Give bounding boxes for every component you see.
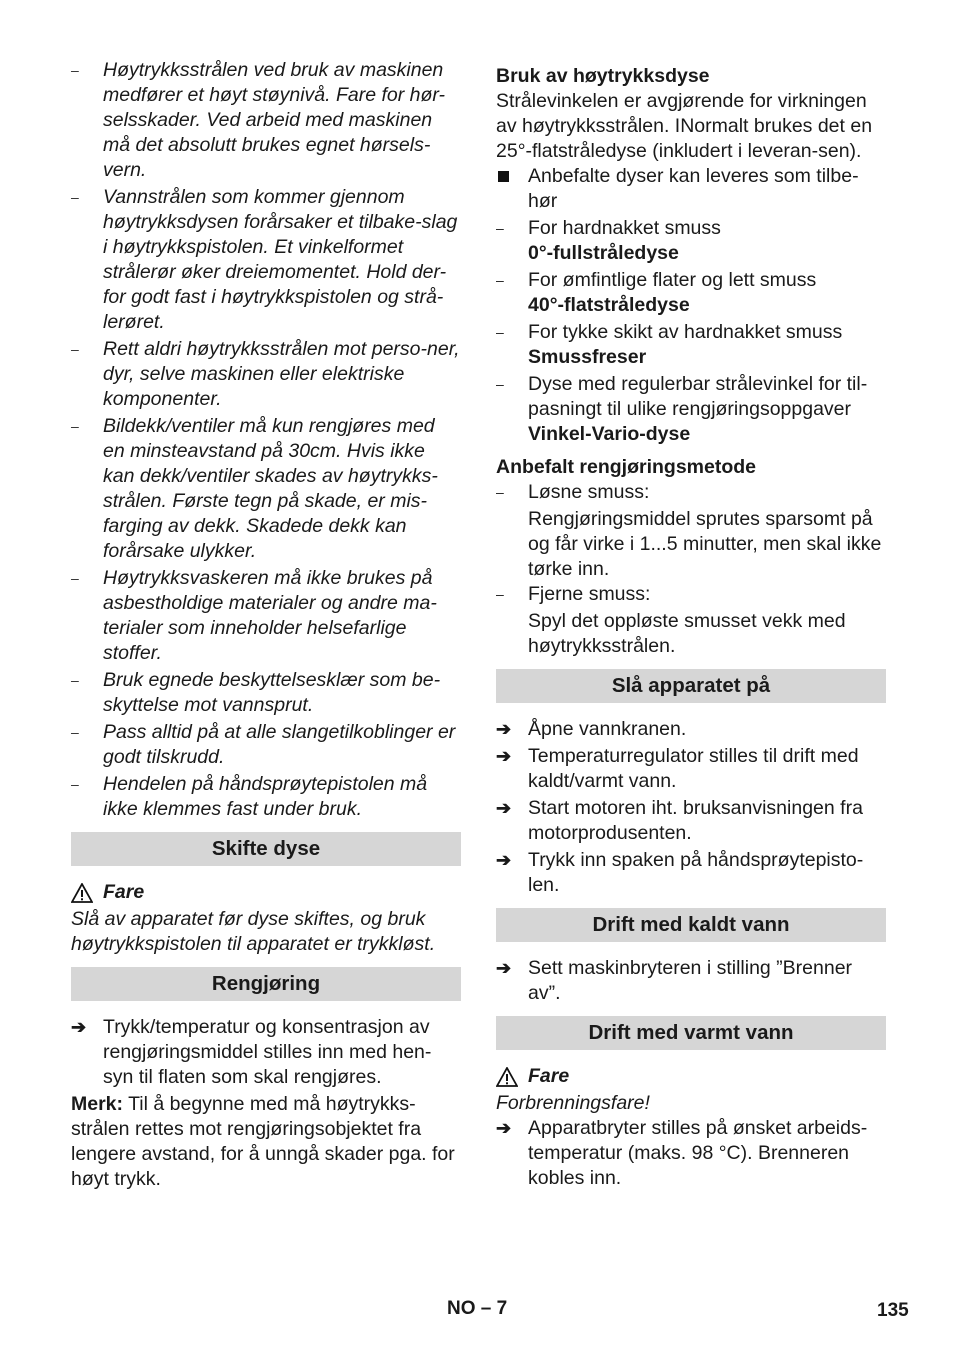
note-paragraph — [71, 1092, 461, 1192]
nozzle-item — [496, 268, 886, 318]
warning-triangle-icon — [71, 883, 93, 903]
method-detail: Spyl det oppløste smusset vekk med høytrykksstrålen. — [528, 610, 846, 657]
warning-item: – Høytrykksvaskeren må ikke brukes på asbestholdige materialer og andre ma-terialer som inneholder helsefarlige stoffer. — [71, 566, 461, 666]
step-item — [496, 717, 886, 742]
arrow-right-icon: ➔ — [496, 798, 512, 818]
nozzle-name: 0°-fullstråledyse — [528, 242, 679, 264]
section-heading-kaldt-vann: Drift med kaldt vann — [496, 908, 886, 942]
left-column — [71, 58, 461, 1192]
warning-item: – Bruk egnede beskyttelsesklær som be-skyttelse mot vannsprut. — [71, 668, 461, 718]
nozzle-item — [496, 320, 886, 370]
warning-triangle-icon — [496, 1067, 518, 1087]
warning-item: – Bildekk/ventiler må kun rengjøres med en minsteavstand på 30cm. Hvis ikke kan dekk/ventiler skades av høytrykks-strålen. Første tegn på skade, er mis-farging av dekk. Skadede dekk kan forårsake ulykker. — [71, 414, 461, 564]
warning-item: – Pass alltid på at alle slangetilkoblinger er godt tilskrudd. — [71, 720, 461, 770]
square-bullet-item — [496, 164, 886, 214]
danger-text: Slå av apparatet før dyse skiftes, og bruk høytrykkspistolen til apparatet er trykkløst. — [71, 908, 436, 955]
arrow-right-icon: ➔ — [71, 1017, 87, 1037]
method-item — [496, 582, 886, 607]
method-step: Fjerne smuss: — [528, 583, 651, 605]
step-text: Trykk/temperatur og konsentrasjon av rengjøringsmiddel stilles inn med hen-syn til flaten som skal rengjøres. — [103, 1016, 432, 1088]
step-item — [496, 1116, 886, 1191]
note-text: Til å begynne med må høytrykks-strålen rettes mot rengjøringsobjektet fra lengere avstand, for å unngå skader pga. for høyt trykk. — [71, 1093, 455, 1190]
section-heading-rengjoring: Rengjøring — [71, 967, 461, 1001]
danger-label-text: Fare — [528, 1065, 570, 1087]
right-column — [496, 64, 886, 1193]
nozzle-use: For tykke skikt av hardnakket smuss — [528, 321, 843, 343]
method-item — [496, 480, 886, 505]
arrow-right-icon: ➔ — [496, 958, 512, 978]
warning-item: – Rett aldri høytrykksstrålen mot perso-ner, dyr, selve maskinen eller elektriske komponenter. — [71, 337, 461, 412]
step-text: Temperaturregulator stilles til drift med kaldt/varmt vann. — [528, 745, 859, 792]
arrow-right-icon: ➔ — [496, 850, 512, 870]
danger-label-text: Fare — [103, 881, 145, 903]
step-text: Apparatbryter stilles på ønsket arbeids-temperatur (maks. 98 °C). Brenneren kobles inn. — [528, 1117, 868, 1189]
subheading-metode: Anbefalt rengjøringsmetode — [496, 456, 757, 478]
warning-item: – Høytrykksstrålen ved bruk av maskinen medfører et høyt støynivå. Fare for hør-selsskader. Ved arbeid med maskinen må det absolutt brukes egnet hørsels-vern. — [71, 58, 461, 183]
warning-item: – Vannstrålen som kommer gjennom høytrykksdysen forårsaker et tilbake-slag i høytrykkspistolen. Et vinkelformet strålerør øker dreiemomentet. Hold der-for godt fast i høytrykkspistolen og strå-lerøret. — [71, 185, 461, 335]
arrow-right-icon: ➔ — [496, 746, 512, 766]
subheading-bruk: Bruk av høytrykksdyse — [496, 65, 710, 87]
step-item — [496, 956, 886, 1006]
step-text: Sett maskinbryteren i stilling ”Brenner av”. — [528, 957, 853, 1004]
footer-section-label: NO – 7 — [447, 1298, 508, 1319]
danger-label — [71, 880, 461, 905]
nozzle-use: Dyse med regulerbar strålevinkel for til-pasningt til ulike rengjøringsoppgaver — [528, 373, 868, 420]
method-detail: Rengjøringsmiddel sprutes sparsomt på og får virke i 1...5 minutter, men skal ikke tørke inn. — [528, 508, 882, 580]
page-number: 135 — [877, 1300, 909, 1321]
warning-item: – Hendelen på håndsprøytepistolen må ikke klemmes fast under bruk. — [71, 772, 461, 822]
method-step: Løsne smuss: — [528, 481, 650, 503]
step-text: Åpne vannkranen. — [528, 718, 687, 740]
danger-label — [496, 1064, 886, 1089]
square-bullet-icon — [498, 171, 509, 182]
arrow-right-icon: ➔ — [496, 719, 512, 739]
step-item — [71, 1015, 461, 1090]
danger-text: Forbrenningsfare! — [496, 1092, 650, 1114]
nozzle-use: For hardnakket smuss — [528, 217, 721, 239]
step-item — [496, 848, 886, 898]
note-label: Merk: — [71, 1093, 124, 1115]
step-item — [496, 744, 886, 794]
nozzle-item — [496, 216, 886, 266]
section-heading-skifte-dyse: Skifte dyse — [71, 832, 461, 866]
nozzle-item — [496, 372, 886, 447]
anbefalte-text: Anbefalte dyser kan leveres som tilbe-hør — [528, 165, 859, 212]
nozzle-name: 40°-flatstråledyse — [528, 294, 690, 316]
nozzle-use: For ømfintlige flater og lett smuss — [528, 269, 817, 291]
section-heading-varmt-vann: Drift med varmt vann — [496, 1016, 886, 1050]
section-heading-sla-pa: Slå apparatet på — [496, 669, 886, 703]
step-text: Trykk inn spaken på håndsprøytepisto-len. — [528, 849, 864, 896]
bruk-text: Strålevinkelen er avgjørende for virkningen av høytrykksstrålen. INormalt brukes det en 25°-flatstråledyse (inkludert i leveran-sen). — [496, 90, 873, 162]
arrow-right-icon: ➔ — [496, 1118, 512, 1138]
step-item — [496, 796, 886, 846]
step-text: Start motoren iht. bruksanvisningen fra motorprodusenten. — [528, 797, 863, 844]
nozzle-name: Smussfreser — [528, 346, 647, 368]
nozzle-name: Vinkel-Vario-dyse — [528, 423, 691, 445]
